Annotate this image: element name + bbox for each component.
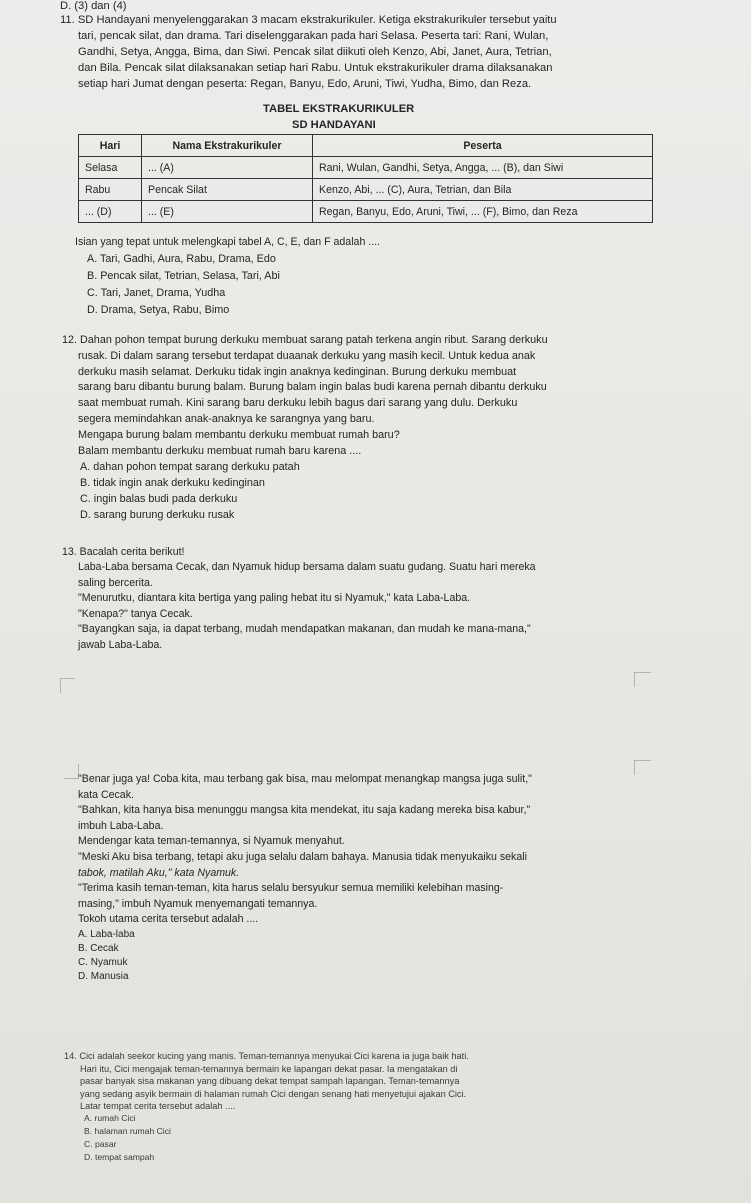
q12-option-c[interactable]: C. ingin balas budi pada derkuku <box>80 493 238 505</box>
q13-line: "Terima kasih teman-teman, kita harus selalu bersyukur semua memiliki kelebihan masing- <box>78 882 504 895</box>
q14-line: Latar tempat cerita tersebut adalah .... <box>80 1101 236 1112</box>
corner-mark <box>634 672 651 687</box>
q13-option-d[interactable]: D. Manusia <box>78 971 129 982</box>
table-header-row <box>79 135 653 157</box>
table-cell: ... (E) <box>142 201 313 223</box>
table-cell: ... (A) <box>142 157 313 179</box>
q12-line: 12. Dahan pohon tempat burung derkuku membuat sarang patah terkena angin ribut. Sarang derkuku <box>62 334 548 346</box>
q11-line: 11. SD Handayani menyelenggarakan 3 macam ekstrakurikuler. Ketiga ekstrakurikuler tersebut yaitu <box>60 14 557 26</box>
q12-option-a[interactable]: A. dahan pohon tempat sarang derkuku patah <box>80 461 300 473</box>
previous-answer-option: D. (3) dan (4) <box>60 0 127 12</box>
q13-line: masing," imbuh Nyamuk menyemangati temannya. <box>78 897 318 910</box>
q14-option-d[interactable]: D. tempat sampah <box>84 1152 155 1162</box>
question-13-story-part-1 <box>78 560 652 654</box>
q14-option-b[interactable]: B. halaman rumah Cici <box>84 1126 171 1136</box>
q14-line: pasar banyak sisa makanan yang dibuang dekat tempat sampah lapangan. Teman-temannya <box>80 1076 460 1087</box>
q13-line: Laba-Laba bersama Cecak, dan Nyamuk hidup bersama dalam suatu gudang. Suatu hari mereka <box>78 561 536 573</box>
q14-line: yang sedang asyik bermain di halaman rumah Cici dengan senang hati menyetujui ajakan Cici. <box>80 1088 467 1099</box>
question-11-text <box>60 12 652 92</box>
header-nama-ekstrakurikuler: Nama Ekstrakurikuler <box>142 135 313 157</box>
q12-line: derkuku masih selamat. Derkuku tidak ingin anaknya kedinginan. Burung derkuku membuat <box>78 365 517 378</box>
q13-line: jawab Laba-Laba. <box>78 638 163 651</box>
q12-option-d[interactable]: D. sarang burung derkuku rusak <box>80 509 235 521</box>
q13-line: "Bahkan, kita hanya bisa menunggu mangsa kita mendekat, itu saja kadang mereka bisa kabur," <box>78 804 531 817</box>
q14-line: 14. Cici adalah seekor kucing yang manis. Teman-temannya menyukai Cici karena ia juga baik hati. <box>64 1051 469 1061</box>
question-13-story-part-2 <box>78 772 652 928</box>
corner-mark <box>60 678 75 693</box>
q11-option-a[interactable]: A. Tari, Gadhi, Aura, Rabu, Drama, Edo <box>87 253 276 265</box>
q11-option-b[interactable]: B. Pencak silat, Tetrian, Selasa, Tari, Abi <box>87 270 280 282</box>
question-14-text <box>64 1050 652 1113</box>
table-row <box>79 179 653 201</box>
q13-line: kata Cecak. <box>78 788 134 801</box>
q12-line: segera memindahkan anak-anaknya ke sarangnya yang baru. <box>78 412 375 425</box>
table-cell: Selasa <box>79 157 142 179</box>
q11-line: dan Bila. Pencak silat dilaksanakan setiap hari Rabu. Untuk ekstrakurikuler drama dilaksanakan <box>78 62 553 74</box>
q13-line: Mendengar kata teman-temannya, si Nyamuk menyahut. <box>78 835 345 848</box>
table-cell: Pencak Silat <box>142 179 313 201</box>
table-subtitle: SD HANDAYANI <box>292 119 376 131</box>
q13-option-c[interactable]: C. Nyamuk <box>78 957 128 968</box>
question-13-intro: 13. Bacalah cerita berikut! <box>62 546 185 558</box>
table-cell: Rabu <box>79 179 142 201</box>
q13-line: imbuh Laba-Laba. <box>78 819 164 832</box>
q13-line: saling bercerita. <box>78 576 153 589</box>
q11-line: Gandhi, Setya, Angga, Bima, dan Siwi. Pencak silat diikuti oleh Kenzo, Abi, Janet, Aura, Tetrian, <box>78 46 552 58</box>
q13-line: "Kenapa?" tanya Cecak. <box>78 607 193 620</box>
q12-option-b[interactable]: B. tidak ingin anak derkuku kedinginan <box>80 477 265 489</box>
question-12-prompt-2: Balam membantu derkuku membuat rumah baru karena .... <box>78 445 362 457</box>
table-title: TABEL EKSTRAKURIKULER <box>263 103 415 115</box>
q13-option-a[interactable]: A. Laba-laba <box>78 929 135 940</box>
table-cell: Regan, Banyu, Edo, Aruni, Tiwi, ... (F), Bimo, dan Reza <box>313 201 653 223</box>
question-12-prompt-1: Mengapa burung balam membantu derkuku membuat rumah baru? <box>78 429 400 441</box>
corner-mark <box>64 764 79 779</box>
table-cell: Kenzo, Abi, ... (C), Aura, Tetrian, dan Bila <box>313 179 653 201</box>
question-11-prompt: Isian yang tepat untuk melengkapi tabel A, C, E, dan F adalah .... <box>75 236 381 248</box>
q13-line: "Meski Aku bisa terbang, tetapi aku juga selalu dalam bahaya. Manusia tidak menyukaiku sekali <box>78 850 527 863</box>
header-peserta: Peserta <box>313 135 653 157</box>
question-12-text <box>62 333 652 428</box>
header-hari: Hari <box>79 135 142 157</box>
q13-line: "Bayangkan saja, ia dapat terbang, mudah mendapatkan makanan, dan mudah ke mana-mana," <box>78 623 531 636</box>
q13-line: tabok, matilah Aku," kata Nyamuk. <box>78 866 240 879</box>
q12-line: rusak. Di dalam sarang tersebut terdapat duaanak derkuku yang masih kecil. Untuk kedua anak <box>78 349 536 362</box>
q12-line: saat membuat rumah. Kini sarang baru derkuku lebih bagus dari sarang yang dulu. Derkuku <box>78 397 518 410</box>
q13-line: "Menurutku, diantara kita bertiga yang paling hebat itu si Nyamuk," kata Laba-Laba. <box>78 592 471 605</box>
q13-option-b[interactable]: B. Cecak <box>78 943 119 954</box>
q12-line: sarang baru dibantu burung balam. Burung balam ingin balas budi karena pernah dibantu derkuku <box>78 381 547 394</box>
q14-option-a[interactable]: A. rumah Cici <box>84 1113 136 1123</box>
q13-line: "Benar juga ya! Coba kita, mau terbang gak bisa, mau melompat menangkap mangsa juga sulit," <box>78 773 532 785</box>
q14-line: Hari itu, Cici mengajak teman-temannya bermain ke lapangan dekat pasar. Ia mengatakan di <box>80 1063 458 1074</box>
q11-option-c[interactable]: C. Tari, Janet, Drama, Yudha <box>87 287 226 299</box>
q11-line: tari, pencak silat, dan drama. Tari diselenggarakan pada hari Selasa. Peserta tari: Rani, Wulan, <box>78 30 549 42</box>
table-cell: Rani, Wulan, Gandhi, Setya, Angga, ... (B), dan Siwi <box>313 157 653 179</box>
table-cell: ... (D) <box>79 201 142 223</box>
table-row <box>79 201 653 223</box>
q14-option-c[interactable]: C. pasar <box>84 1139 117 1149</box>
q13-line: Tokoh utama cerita tersebut adalah .... <box>78 913 259 926</box>
q11-option-d[interactable]: D. Drama, Setya, Rabu, Bimo <box>87 304 230 316</box>
extracurricular-table <box>78 134 653 223</box>
q11-line: setiap hari Jumat dengan peserta: Regan, Banyu, Edo, Aruni, Tiwi, Yudha, Bimo, dan Reza. <box>78 78 532 90</box>
table-row <box>79 157 653 179</box>
